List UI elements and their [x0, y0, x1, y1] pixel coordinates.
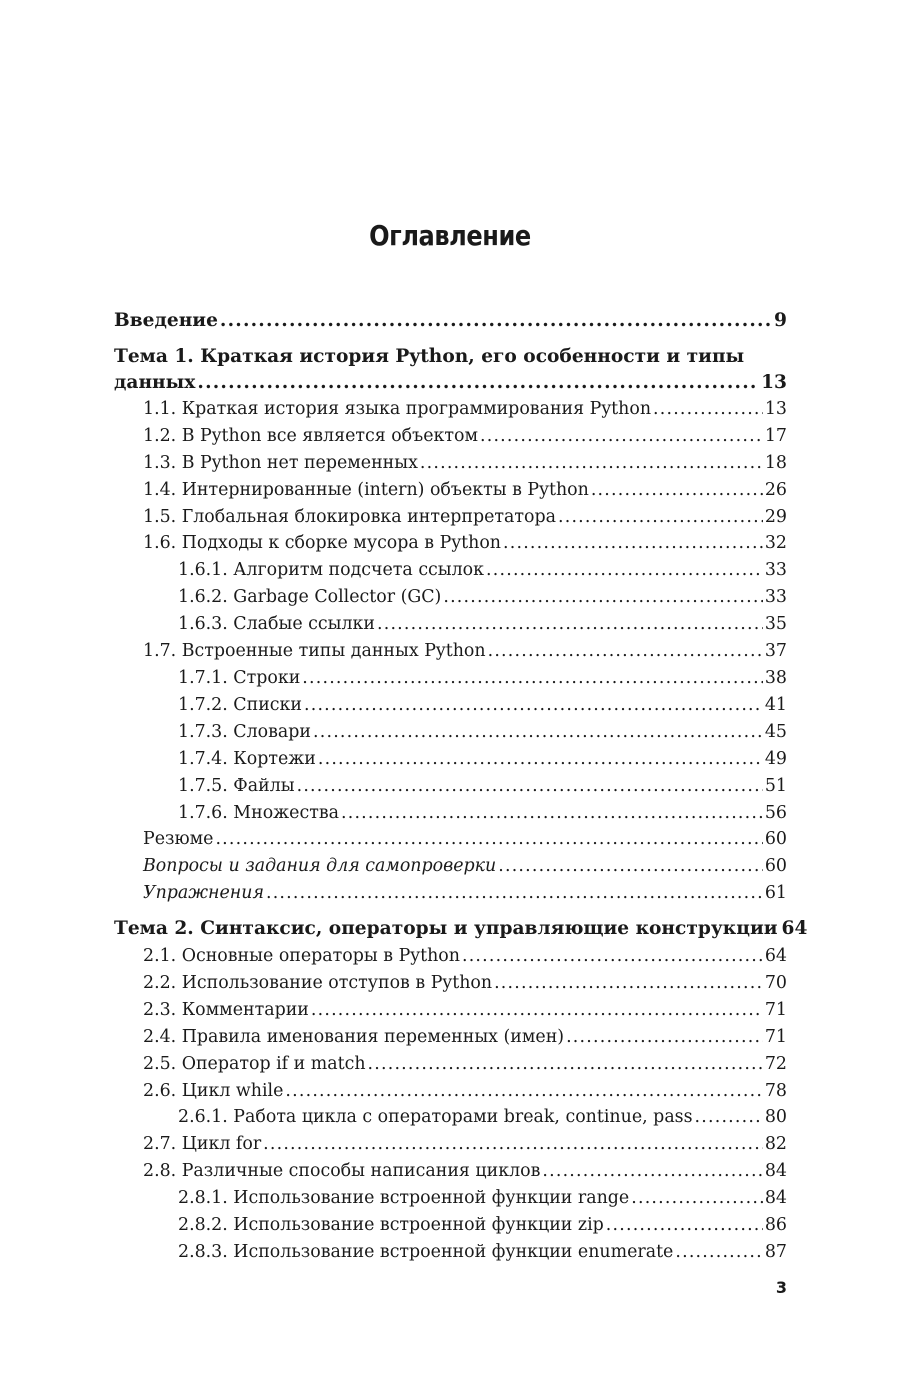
toc-entry-label: 1.6. Подходы к сборке мусора в Python: [143, 533, 502, 554]
toc-entry-page: 18: [764, 452, 787, 473]
toc-entry[interactable]: [114, 997, 787, 1024]
toc-entry-page: 87: [764, 1242, 787, 1262]
toc-entry[interactable]: [114, 746, 787, 773]
dot-leader: [542, 1158, 762, 1185]
dot-leader: [368, 1051, 763, 1078]
toc-entry-label: 1.7.1. Строки: [178, 667, 301, 688]
toc-entry-page: 70: [764, 972, 787, 993]
toc-entry[interactable]: [114, 477, 787, 504]
dot-leader: [220, 308, 772, 335]
toc-entry-label: 1.1. Краткая история языка программирования Python: [143, 398, 652, 419]
dot-leader: [377, 611, 763, 638]
dot-leader: [420, 450, 763, 477]
toc-entry[interactable]: [114, 970, 787, 997]
page-number: 3: [775, 1278, 787, 1297]
dot-leader: [318, 746, 763, 773]
toc-entry[interactable]: [114, 530, 787, 557]
toc-entry[interactable]: [114, 423, 787, 450]
toc-entry-label: Тема 1. Краткая история Python, его особенности и типы: [114, 345, 745, 367]
toc-entry-page: 49: [764, 748, 787, 769]
dot-leader: [302, 665, 763, 692]
toc-entry-page: 13: [764, 398, 787, 419]
dot-leader: [653, 396, 763, 423]
dot-leader: [498, 853, 763, 880]
dot-leader: [488, 638, 763, 665]
toc-entry-label: Резюме: [143, 829, 214, 850]
toc-entry-page: 60: [764, 856, 787, 877]
dot-leader: [341, 800, 763, 827]
page-title: Оглавление: [369, 219, 531, 252]
toc-entry-label: 2.3. Комментарии: [143, 999, 309, 1020]
toc-entry-page: 78: [764, 1080, 787, 1101]
toc-entry-page: 61: [764, 883, 787, 904]
toc-entry-questions[interactable]: [114, 853, 787, 880]
toc-entry-label: 1.6.2. Garbage Collector (GC): [178, 587, 442, 608]
toc-entry-label: 1.6.1. Алгоритм подсчета ссылок: [178, 560, 485, 581]
dot-leader: [486, 557, 763, 584]
dot-leader: [558, 504, 763, 531]
toc-entry-page: 32: [764, 533, 787, 554]
toc-entry-page: 35: [764, 614, 787, 635]
toc-entry-page: 29: [764, 506, 787, 527]
toc-entry-page: 86: [764, 1215, 787, 1236]
toc-entry-label: 2.6.1. Работа цикла с операторами break, continue, pass: [178, 1107, 693, 1128]
toc-entry-page: 64: [781, 918, 808, 940]
toc-entry-label: 1.5. Глобальная блокировка интерпретатора: [143, 506, 556, 527]
toc-entry-summary[interactable]: [114, 826, 787, 853]
toc-entry-label-cont: данных: [114, 371, 196, 393]
toc-entry-label: 2.7. Цикл for: [143, 1134, 262, 1155]
toc-entry-page: 82: [764, 1134, 787, 1155]
toc-entry-page: 56: [764, 802, 787, 823]
toc-entry-page: 45: [764, 721, 787, 742]
toc-entry-label: 1.7.3. Словари: [178, 721, 312, 742]
toc-entry-label: 1.6.3. Слабые ссылки: [178, 614, 375, 635]
toc-entry-page: 9: [774, 310, 787, 331]
dot-leader: [503, 530, 763, 557]
toc-entry-page: 71: [764, 999, 787, 1020]
toc-entry[interactable]: [114, 584, 787, 611]
dot-leader: [675, 1239, 763, 1266]
toc-entry-label: 1.7.4. Кортежи: [178, 748, 316, 769]
toc-entry-page: 60: [764, 829, 787, 850]
toc-entry-page: 84: [764, 1161, 787, 1182]
dot-leader: [263, 1131, 763, 1158]
toc-entry-label: 2.5. Оператор if и match: [143, 1053, 366, 1074]
dot-leader: [215, 826, 762, 853]
dot-leader: [462, 943, 763, 970]
dot-leader: [313, 719, 763, 746]
toc-entry-topic1[interactable]: [114, 344, 787, 396]
toc-entry-label: 2.6. Цикл while: [143, 1080, 284, 1101]
toc-entry[interactable]: [114, 396, 787, 423]
toc-entry-page: 71: [764, 1026, 787, 1047]
toc-entry[interactable]: [114, 1051, 787, 1078]
toc-entry-page: 64: [764, 946, 787, 967]
toc-entry-label: 1.7.6. Множества: [178, 802, 339, 823]
toc-entry[interactable]: [114, 665, 787, 692]
toc-entry-page: 17: [764, 425, 787, 446]
dot-leader: [311, 997, 763, 1024]
toc-entry[interactable]: [114, 800, 787, 827]
toc-entry-label: 1.7. Встроенные типы данных Python: [143, 641, 486, 662]
toc-entry[interactable]: [114, 773, 787, 800]
dot-leader: [606, 1212, 763, 1239]
toc-entry[interactable]: [114, 1024, 787, 1051]
toc-entry-topic2[interactable]: [114, 916, 808, 943]
dot-leader: [197, 370, 759, 396]
toc-entry-label: 1.7.5. Файлы: [178, 775, 295, 796]
toc-entry-page: 33: [764, 587, 787, 608]
toc-entry-page: 38: [764, 667, 787, 688]
toc-entry[interactable]: [114, 943, 787, 970]
toc-entry[interactable]: [114, 1078, 787, 1105]
toc-entry[interactable]: [114, 638, 787, 665]
toc-entry-label: 2.8.3. Использование встроенной функции enumerate: [178, 1242, 674, 1262]
toc-entry-page: 26: [764, 479, 787, 500]
toc-entry[interactable]: [114, 1212, 787, 1239]
toc-entry-page: 51: [764, 775, 787, 796]
toc-entry[interactable]: [114, 1131, 787, 1158]
toc-entry[interactable]: [114, 1104, 787, 1131]
dot-leader: [494, 970, 763, 997]
dot-leader: [566, 1024, 763, 1051]
toc-entry-label: 2.2. Использование отступов в Python: [143, 972, 493, 993]
toc-entry-label: 1.7.2. Списки: [178, 694, 302, 715]
toc-entry[interactable]: [114, 719, 787, 746]
dot-leader: [266, 880, 763, 907]
toc-entry[interactable]: [114, 611, 787, 638]
dot-leader: [304, 692, 763, 719]
toc-entry-label: 1.3. В Python нет переменных: [143, 452, 418, 473]
toc-entry[interactable]: [114, 450, 787, 477]
toc-entry-label: Тема 2. Синтаксис, операторы и управляющие конструкции: [114, 918, 778, 940]
toc-entry-page: 72: [764, 1053, 787, 1074]
toc-entry-label: Упражнения: [143, 883, 264, 904]
dot-leader: [297, 773, 763, 800]
dot-leader: [631, 1185, 763, 1212]
toc-entry[interactable]: [114, 1185, 787, 1212]
toc-entry-label: 2.8. Различные способы написания циклов: [143, 1161, 541, 1182]
dot-leader: [695, 1104, 763, 1131]
dot-leader: [443, 584, 763, 611]
toc-entry-page: 33: [764, 560, 787, 581]
table-of-contents: [114, 308, 808, 1266]
toc-entry-page: 80: [764, 1107, 787, 1128]
toc-entry-label: 2.8.2. Использование встроенной функции zip: [178, 1215, 604, 1236]
dot-leader: [591, 477, 763, 504]
dot-leader: [480, 423, 763, 450]
toc-entry-label: 2.4. Правила именования переменных (имен): [143, 1026, 565, 1047]
toc-entry-exercises[interactable]: [114, 880, 787, 907]
toc-entry[interactable]: [114, 1158, 787, 1185]
toc-entry-page: 41: [764, 694, 787, 715]
toc-entry-label: 1.2. В Python все является объектом: [143, 425, 478, 446]
toc-entry-label: 2.8.1. Использование встроенной функции range: [178, 1188, 630, 1209]
toc-entry-intro[interactable]: [114, 308, 787, 335]
toc-entry-page: 13: [761, 371, 787, 393]
toc-entry-label: Введение: [114, 310, 218, 331]
toc-entry[interactable]: [114, 504, 787, 531]
dot-leader: [285, 1078, 762, 1105]
toc-entry[interactable]: [114, 557, 787, 584]
toc-entry-label: 2.1. Основные операторы в Python: [143, 946, 460, 967]
toc-entry-page: 84: [764, 1188, 787, 1209]
toc-entry-page: 37: [764, 641, 787, 662]
toc-entry[interactable]: [114, 692, 787, 719]
toc-entry[interactable]: [114, 1239, 787, 1266]
toc-entry-label: Вопросы и задания для самопроверки: [143, 856, 497, 877]
toc-entry-label: 1.4. Интернированные (intern) объекты в Python: [143, 479, 589, 500]
